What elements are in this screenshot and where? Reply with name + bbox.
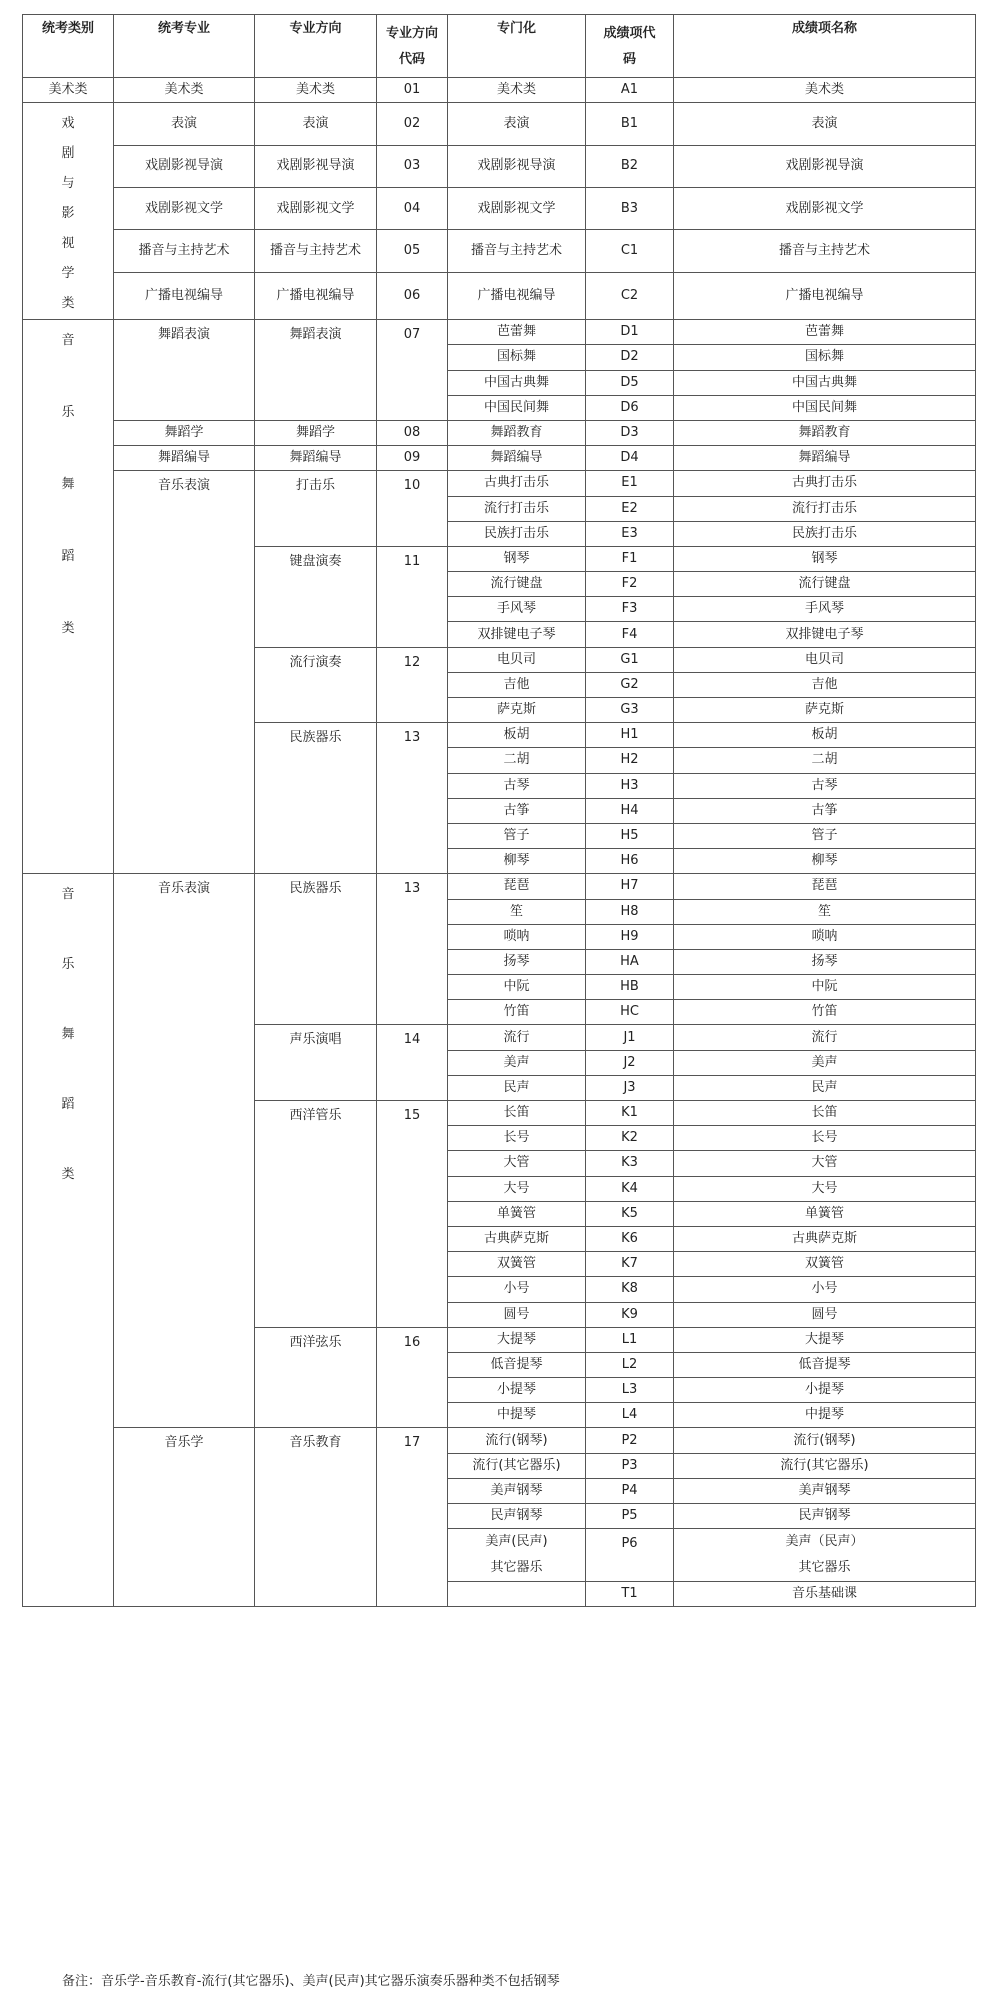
specialization-cell: 双簧管	[448, 1252, 586, 1277]
item-name-cell: 双排键电子琴	[674, 622, 976, 647]
specialization-cell-line-1: 美声(民声)	[485, 1534, 548, 1550]
item-name-cell: 中提琴	[674, 1403, 976, 1428]
item-name-cell: 美术类	[674, 78, 976, 103]
specialization-cell: 美声	[448, 1050, 586, 1075]
specialization-cell: 柳琴	[448, 849, 586, 874]
percussion-row	[23, 471, 976, 496]
header-major: 统考专业	[114, 15, 255, 78]
direction-code-cell: 13	[377, 723, 448, 874]
category-char: 类	[61, 621, 75, 637]
direction-code-cell: 08	[377, 420, 448, 445]
item-name-cell: 古琴	[674, 773, 976, 798]
item-code-cell: F3	[586, 597, 674, 622]
item-name-cell: 古典打击乐	[674, 471, 976, 496]
item-code-cell: L2	[586, 1352, 674, 1377]
footnote: 备注：音乐学-音乐教育-流行(其它器乐)、美声(民声)其它器乐演奏乐器种类不包括钢琴	[62, 1974, 560, 1989]
item-code-cell: J1	[586, 1025, 674, 1050]
drama-row	[23, 145, 976, 187]
item-code-cell: D6	[586, 395, 674, 420]
direction-cell: 声乐演唱	[255, 1025, 377, 1101]
drama-row	[23, 230, 976, 272]
item-name-cell: 音乐基础课	[674, 1582, 976, 1607]
item-code-cell: HA	[586, 949, 674, 974]
category-char: 学	[61, 266, 75, 282]
specialization-cell: 表演	[448, 103, 586, 145]
specialization-cell: 琵琶	[448, 874, 586, 899]
specialization-cell: 国标舞	[448, 345, 586, 370]
specialization-cell: 小号	[448, 1277, 586, 1302]
direction-code-cell: 06	[377, 272, 448, 320]
specialization-cell: 中国民间舞	[448, 395, 586, 420]
item-code-cell: L1	[586, 1327, 674, 1352]
direction-code-cell: 05	[377, 230, 448, 272]
header-direction-code-line-1: 专业方向	[385, 26, 438, 41]
item-code-cell: H8	[586, 899, 674, 924]
specialization-cell: 萨克斯	[448, 698, 586, 723]
item-code-cell: H2	[586, 748, 674, 773]
item-code-cell: B1	[586, 103, 674, 145]
specialization-cell: 钢琴	[448, 546, 586, 571]
specialization-cell: 流行(钢琴)	[448, 1428, 586, 1453]
direction-code-cell: 15	[377, 1101, 448, 1328]
item-name-cell: 流行(其它器乐)	[674, 1453, 976, 1478]
specialization-cell: 民声	[448, 1075, 586, 1100]
item-name-cell: 戏剧影视导演	[674, 145, 976, 187]
specialization-cell: 流行键盘	[448, 572, 586, 597]
item-name-cell: 低音提琴	[674, 1352, 976, 1377]
item-code-cell: H9	[586, 924, 674, 949]
item-code-cell: K5	[586, 1201, 674, 1226]
item-code-cell: H1	[586, 723, 674, 748]
header-direction: 专业方向	[255, 15, 377, 78]
header-row	[23, 15, 976, 78]
direction-cell: 西洋管乐	[255, 1101, 377, 1328]
item-code-cell: H6	[586, 849, 674, 874]
item-code-cell: K6	[586, 1226, 674, 1251]
item-code-cell: A1	[586, 78, 674, 103]
major-cell: 舞蹈学	[114, 420, 255, 445]
direction-cell: 键盘演奏	[255, 546, 377, 647]
item-name-cell: 长笛	[674, 1101, 976, 1126]
specialization-cell: 古筝	[448, 798, 586, 823]
specialization-cell: 大提琴	[448, 1327, 586, 1352]
header-item-code-line-1: 成绩项代	[603, 26, 656, 41]
item-code-cell: E3	[586, 521, 674, 546]
direction-cell: 民族器乐	[255, 874, 377, 1025]
item-code-cell: D1	[586, 320, 674, 345]
specialization-cell: 流行打击乐	[448, 496, 586, 521]
specialization-cell: 扬琴	[448, 949, 586, 974]
specialization-cell: 戏剧影视文学	[448, 187, 586, 229]
item-name-cell: 流行打击乐	[674, 496, 976, 521]
item-name-cell: 竹笛	[674, 1000, 976, 1025]
item-code-cell: F1	[586, 546, 674, 571]
header-item-code	[586, 15, 674, 78]
item-code-cell: K2	[586, 1126, 674, 1151]
specialization-cell: 民族打击乐	[448, 521, 586, 546]
item-code-cell: G3	[586, 698, 674, 723]
item-code-cell: F4	[586, 622, 674, 647]
document	[22, 14, 975, 1607]
item-code-cell: HB	[586, 975, 674, 1000]
item-code-cell: P4	[586, 1478, 674, 1503]
item-code-cell: K8	[586, 1277, 674, 1302]
item-name-cell: 国标舞	[674, 345, 976, 370]
direction-cell: 美术类	[255, 78, 377, 103]
category-char: 蹈	[61, 549, 75, 565]
item-name-cell: 小提琴	[674, 1378, 976, 1403]
item-name-cell: 扬琴	[674, 949, 976, 974]
specialization-cell: 流行(其它器乐)	[448, 1453, 586, 1478]
item-code-cell: D5	[586, 370, 674, 395]
item-name-cell: 圆号	[674, 1302, 976, 1327]
item-code-cell: L3	[586, 1378, 674, 1403]
specialization-cell-line-2: 其它器乐	[490, 1560, 543, 1576]
specialization-cell: 广播电视编导	[448, 272, 586, 320]
specialization-cell: 芭蕾舞	[448, 320, 586, 345]
specialization-cell: 古典打击乐	[448, 471, 586, 496]
category-char: 舞	[61, 1027, 75, 1043]
direction-cell: 戏剧影视文学	[255, 187, 377, 229]
category-char: 视	[61, 236, 75, 252]
item-name-cell: 古典萨克斯	[674, 1226, 976, 1251]
item-code-cell: G1	[586, 647, 674, 672]
direction-code-cell: 01	[377, 78, 448, 103]
item-name-cell: 琵琶	[674, 874, 976, 899]
header-direction-code-line-2: 代码	[398, 52, 425, 67]
item-name-cell: 中国古典舞	[674, 370, 976, 395]
specialization-cell: 民声钢琴	[448, 1504, 586, 1529]
category-char: 舞	[61, 477, 75, 493]
item-code-cell: D4	[586, 446, 674, 471]
musicology-row	[23, 1428, 976, 1453]
item-name-cell-line-1: 美声（民声）	[785, 1534, 864, 1550]
specialization-cell: 中国古典舞	[448, 370, 586, 395]
item-name-cell: 古筝	[674, 798, 976, 823]
item-code-cell: K1	[586, 1101, 674, 1126]
category-drama-cell	[23, 103, 114, 320]
item-name-cell: 唢呐	[674, 924, 976, 949]
item-name-cell: 小号	[674, 1277, 976, 1302]
item-name-cell: 笙	[674, 899, 976, 924]
major-cell: 广播电视编导	[114, 272, 255, 320]
specialization-cell	[448, 1582, 586, 1607]
category-char: 与	[61, 176, 75, 192]
direction-cell: 民族器乐	[255, 723, 377, 874]
dance-perf-row	[23, 320, 976, 345]
direction-cell: 打击乐	[255, 471, 377, 547]
major-cell: 音乐表演	[114, 471, 255, 874]
item-code-cell: C2	[586, 272, 674, 320]
direction-cell: 表演	[255, 103, 377, 145]
item-code-cell: E2	[586, 496, 674, 521]
item-name-cell: 大号	[674, 1176, 976, 1201]
specialization-cell: 古典萨克斯	[448, 1226, 586, 1251]
item-name-cell: 长号	[674, 1126, 976, 1151]
item-name-cell: 双簧管	[674, 1252, 976, 1277]
specialization-cell: 大号	[448, 1176, 586, 1201]
item-code-cell: P3	[586, 1453, 674, 1478]
item-code-cell: H3	[586, 773, 674, 798]
item-name-cell: 大管	[674, 1151, 976, 1176]
item-code-cell: D2	[586, 345, 674, 370]
item-code-cell: B3	[586, 187, 674, 229]
item-code-cell: E1	[586, 471, 674, 496]
category-music-cell	[23, 874, 114, 1607]
specialization-cell: 长号	[448, 1126, 586, 1151]
category-char: 乐	[61, 957, 75, 973]
direction-cell: 舞蹈编导	[255, 446, 377, 471]
item-code-cell: L4	[586, 1403, 674, 1428]
category-char: 蹈	[61, 1097, 75, 1113]
direction-code-cell: 11	[377, 546, 448, 647]
direction-cell: 流行演奏	[255, 647, 377, 723]
art-row	[23, 78, 976, 103]
item-code-cell: H7	[586, 874, 674, 899]
item-name-cell: 流行(钢琴)	[674, 1428, 976, 1453]
drama-row	[23, 272, 976, 320]
direction-code-cell: 12	[377, 647, 448, 723]
specialization-cell: 吉他	[448, 672, 586, 697]
specialization-cell: 戏剧影视导演	[448, 145, 586, 187]
category-char: 类	[61, 296, 75, 312]
direction-code-cell: 13	[377, 874, 448, 1025]
item-name-cell: 表演	[674, 103, 976, 145]
item-name-cell: 单簧管	[674, 1201, 976, 1226]
specialization-cell: 美术类	[448, 78, 586, 103]
exam-category-table	[22, 14, 976, 1607]
item-name-cell: 板胡	[674, 723, 976, 748]
specialization-cell: 板胡	[448, 723, 586, 748]
item-name-cell: 民族打击乐	[674, 521, 976, 546]
item-name-cell: 流行键盘	[674, 572, 976, 597]
item-code-cell: K4	[586, 1176, 674, 1201]
specialization-cell: 管子	[448, 823, 586, 848]
item-code-cell: K7	[586, 1252, 674, 1277]
item-code-cell: K9	[586, 1302, 674, 1327]
specialization-cell: 圆号	[448, 1302, 586, 1327]
item-name-cell: 舞蹈编导	[674, 446, 976, 471]
direction-code-cell: 07	[377, 320, 448, 421]
major-cell: 播音与主持艺术	[114, 230, 255, 272]
item-name-cell: 吉他	[674, 672, 976, 697]
direction-code-cell: 14	[377, 1025, 448, 1101]
direction-code-cell: 04	[377, 187, 448, 229]
major-cell: 舞蹈编导	[114, 446, 255, 471]
drama-row	[23, 187, 976, 229]
specialization-cell	[448, 1529, 586, 1582]
specialization-cell: 小提琴	[448, 1378, 586, 1403]
direction-code-cell: 02	[377, 103, 448, 145]
item-name-cell: 萨克斯	[674, 698, 976, 723]
direction-cell: 音乐教育	[255, 1428, 377, 1607]
category-cell: 美术类	[23, 78, 114, 103]
major-cell: 音乐表演	[114, 874, 255, 1428]
item-name-cell: 舞蹈教育	[674, 420, 976, 445]
specialization-cell: 舞蹈教育	[448, 420, 586, 445]
category-char: 影	[61, 206, 75, 222]
specialization-cell: 手风琴	[448, 597, 586, 622]
item-code-cell: F2	[586, 572, 674, 597]
item-name-cell: 管子	[674, 823, 976, 848]
header-specialization: 专门化	[448, 15, 586, 78]
category-music-cell	[23, 320, 114, 874]
item-name-cell: 中国民间舞	[674, 395, 976, 420]
specialization-cell: 竹笛	[448, 1000, 586, 1025]
dance_choreo-row	[23, 446, 976, 471]
category-char: 类	[61, 1167, 75, 1183]
major-cell: 美术类	[114, 78, 255, 103]
item-name-cell: 民声	[674, 1075, 976, 1100]
item-name-cell: 钢琴	[674, 546, 976, 571]
folk-row	[23, 874, 976, 899]
item-code-cell: K3	[586, 1151, 674, 1176]
item-name-cell: 手风琴	[674, 597, 976, 622]
item-name-cell: 美声钢琴	[674, 1478, 976, 1503]
direction-cell: 广播电视编导	[255, 272, 377, 320]
item-code-cell: J2	[586, 1050, 674, 1075]
header-direction-code	[377, 15, 448, 78]
specialization-cell: 低音提琴	[448, 1352, 586, 1377]
item-code-cell: P6	[586, 1529, 674, 1582]
specialization-cell: 双排键电子琴	[448, 622, 586, 647]
item-name-cell: 美声	[674, 1050, 976, 1075]
item-name-cell: 电贝司	[674, 647, 976, 672]
item-name-cell: 芭蕾舞	[674, 320, 976, 345]
header-item-code-line-2: 码	[622, 52, 636, 67]
item-name-cell: 中阮	[674, 975, 976, 1000]
category-char: 音	[61, 333, 75, 349]
item-code-cell: HC	[586, 1000, 674, 1025]
item-code-cell: H5	[586, 823, 674, 848]
specialization-cell: 单簧管	[448, 1201, 586, 1226]
item-code-cell: J3	[586, 1075, 674, 1100]
specialization-cell: 美声钢琴	[448, 1478, 586, 1503]
drama-row	[23, 103, 976, 145]
specialization-cell: 中提琴	[448, 1403, 586, 1428]
major-cell: 表演	[114, 103, 255, 145]
header-item-name: 成绩项名称	[674, 15, 976, 78]
item-name-cell-line-2: 其它器乐	[798, 1560, 851, 1576]
direction-code-cell: 16	[377, 1327, 448, 1428]
category-char: 音	[61, 887, 75, 903]
item-name-cell: 大提琴	[674, 1327, 976, 1352]
specialization-cell: 唢呐	[448, 924, 586, 949]
item-name-cell: 柳琴	[674, 849, 976, 874]
specialization-cell: 古琴	[448, 773, 586, 798]
direction-cell: 舞蹈表演	[255, 320, 377, 421]
item-name-cell: 戏剧影视文学	[674, 187, 976, 229]
category-char: 剧	[61, 146, 75, 162]
direction-code-cell: 17	[377, 1428, 448, 1607]
specialization-cell: 舞蹈编导	[448, 446, 586, 471]
item-name-cell: 二胡	[674, 748, 976, 773]
direction-code-cell: 03	[377, 145, 448, 187]
specialization-cell: 中阮	[448, 975, 586, 1000]
direction-cell: 西洋弦乐	[255, 1327, 377, 1428]
item-code-cell: C1	[586, 230, 674, 272]
direction-cell: 戏剧影视导演	[255, 145, 377, 187]
specialization-cell: 二胡	[448, 748, 586, 773]
major-cell: 音乐学	[114, 1428, 255, 1607]
direction-code-cell: 09	[377, 446, 448, 471]
major-cell: 戏剧影视导演	[114, 145, 255, 187]
specialization-cell: 流行	[448, 1025, 586, 1050]
item-name-cell: 播音与主持艺术	[674, 230, 976, 272]
major-cell: 舞蹈表演	[114, 320, 255, 421]
item-code-cell: B2	[586, 145, 674, 187]
item-code-cell: H4	[586, 798, 674, 823]
major-cell: 戏剧影视文学	[114, 187, 255, 229]
item-code-cell: T1	[586, 1582, 674, 1607]
category-char: 乐	[61, 405, 75, 421]
header-category: 统考类别	[23, 15, 114, 78]
specialization-cell: 笙	[448, 899, 586, 924]
specialization-cell: 电贝司	[448, 647, 586, 672]
direction-code-cell: 10	[377, 471, 448, 547]
item-code-cell: D3	[586, 420, 674, 445]
item-code-cell: P5	[586, 1504, 674, 1529]
item-code-cell: P2	[586, 1428, 674, 1453]
specialization-cell: 播音与主持艺术	[448, 230, 586, 272]
specialization-cell: 长笛	[448, 1101, 586, 1126]
category-char: 戏	[61, 116, 75, 132]
item-code-cell: G2	[586, 672, 674, 697]
specialization-cell: 大管	[448, 1151, 586, 1176]
item-name-cell	[674, 1529, 976, 1582]
direction-cell: 播音与主持艺术	[255, 230, 377, 272]
dance_study-row	[23, 420, 976, 445]
direction-cell: 舞蹈学	[255, 420, 377, 445]
item-name-cell: 民声钢琴	[674, 1504, 976, 1529]
item-name-cell: 广播电视编导	[674, 272, 976, 320]
item-name-cell: 流行	[674, 1025, 976, 1050]
